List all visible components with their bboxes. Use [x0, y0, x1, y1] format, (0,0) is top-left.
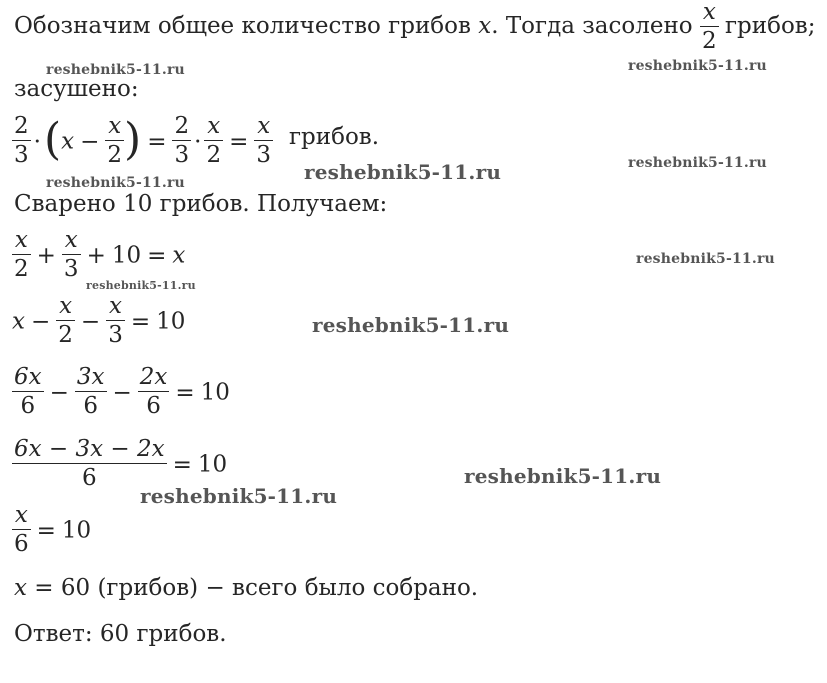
fraction-x-over-3	[106, 292, 125, 349]
denominator: 3	[256, 142, 271, 168]
line-4	[14, 190, 387, 218]
watermark: reshebnik5-11.ru	[304, 160, 502, 184]
equation-2: x − $\frac{x}{2}$ − $\frac{x}{3}$ = 10	[12, 293, 186, 348]
line-3-text: грибов.	[289, 123, 380, 150]
numerator: 3x	[76, 364, 105, 390]
numerator: 2x	[139, 364, 168, 390]
numerator: 2	[14, 113, 29, 139]
denominator: 6	[138, 391, 170, 420]
equation-1: $\frac{x}{2}$ + $\frac{x}{3}$ + 10 = x	[14, 227, 186, 282]
watermark: reshebnik5-11.ru	[312, 313, 510, 337]
numerator: x	[64, 227, 78, 253]
denominator: 2	[107, 142, 123, 168]
line-1-text-a: Обозначим общее количество грибов	[14, 13, 479, 39]
denominator: 2	[14, 256, 29, 282]
line-1	[14, 12, 693, 40]
rhs: 10	[61, 517, 92, 544]
watermark: reshebnik5-11.ru	[46, 175, 185, 191]
numerator: x	[14, 227, 28, 253]
denominator: 6	[14, 531, 29, 557]
result-text: = 60 (грибов) − всего было собрано.	[26, 575, 479, 601]
numerator: x	[257, 113, 271, 139]
fraction-x-over-2	[12, 226, 31, 283]
equation-3: $\frac{6x}{6}$ − $\frac{3x}{6}$ − $\frac{2x}{6}$ = 10	[14, 364, 230, 419]
watermark: reshebnik5-11.ru	[628, 155, 767, 171]
fraction-x-over-2	[105, 112, 124, 169]
watermark: reshebnik5-11.ru	[464, 464, 662, 488]
fraction-x-over-2	[56, 292, 75, 349]
numerator: x	[59, 293, 73, 319]
numerator: x	[207, 113, 221, 139]
denominator: 3	[174, 142, 190, 168]
fraction-x-over-2	[700, 0, 719, 55]
numerator: 6x	[14, 364, 42, 390]
watermark: reshebnik5-11.ru	[628, 58, 767, 74]
watermark: reshebnik5-11.ru	[86, 279, 196, 292]
line-1-text-c: грибов;	[725, 13, 816, 39]
numerator: x	[702, 0, 716, 25]
fraction-2-over-3	[172, 112, 191, 169]
line-3-equation: $\frac{2}{3}$ ·(x − $\frac{x}{2}$ ) = $\frac{2}{3}$ · $\frac{x}{2}$ = $\frac{x}{3}$ грибов.	[14, 113, 380, 168]
denominator: 3	[14, 142, 29, 168]
fraction-x-over-3	[62, 226, 81, 283]
rhs: 10	[156, 308, 186, 335]
equation-4: $\frac{6x - 3x - 2x}{6}$ = 10	[14, 436, 228, 491]
numerator: 6x − 3x − 2x	[14, 436, 165, 462]
fraction-2-over-3	[12, 112, 31, 169]
watermark: reshebnik5-11.ru	[636, 251, 775, 267]
numerator: x	[109, 293, 122, 319]
denominator: 2	[702, 28, 717, 54]
rhs: x	[172, 242, 186, 269]
equation-5: $\frac{x}{6}$ = 10	[14, 502, 92, 557]
rhs: 10	[200, 379, 230, 406]
numerator: 2	[174, 113, 190, 139]
fraction-3x-over-6	[75, 363, 107, 420]
answer-line	[14, 620, 227, 648]
numerator: x	[14, 502, 28, 528]
variable-x: x	[14, 575, 27, 601]
line-1-text-b: . Тогда засолено	[491, 13, 693, 39]
watermark: reshebnik5-11.ru	[46, 62, 185, 78]
variable-x: x	[12, 308, 25, 335]
fraction-6x-over-6	[12, 363, 44, 420]
denominator: 2	[206, 142, 222, 168]
line-2	[14, 75, 139, 103]
denominator: 6	[75, 391, 107, 420]
denominator: 3	[63, 256, 79, 282]
denominator: 6	[12, 391, 44, 420]
line-2-text: засушено:	[14, 76, 139, 102]
variable-x: x	[478, 13, 492, 39]
numerator: x	[108, 113, 122, 139]
fraction-x-over-3	[254, 112, 273, 169]
result-line	[14, 574, 478, 602]
rhs: 10	[197, 451, 228, 478]
line-1-fraction	[700, 0, 719, 57]
answer-text: Ответ: 60 грибов.	[14, 621, 227, 647]
fraction-2x-over-6	[138, 363, 170, 420]
line-4-text: Сварено 10 грибов. Получаем:	[14, 191, 388, 217]
denominator: 3	[108, 322, 123, 348]
variable-x: x	[61, 128, 75, 155]
denominator: 2	[58, 322, 73, 348]
constant: 10	[111, 242, 142, 269]
watermark: reshebnik5-11.ru	[140, 484, 338, 508]
denominator: 6	[12, 463, 167, 492]
line-1-end	[725, 12, 816, 40]
fraction-x-over-2	[204, 112, 223, 169]
fraction-x-over-6	[12, 501, 31, 558]
